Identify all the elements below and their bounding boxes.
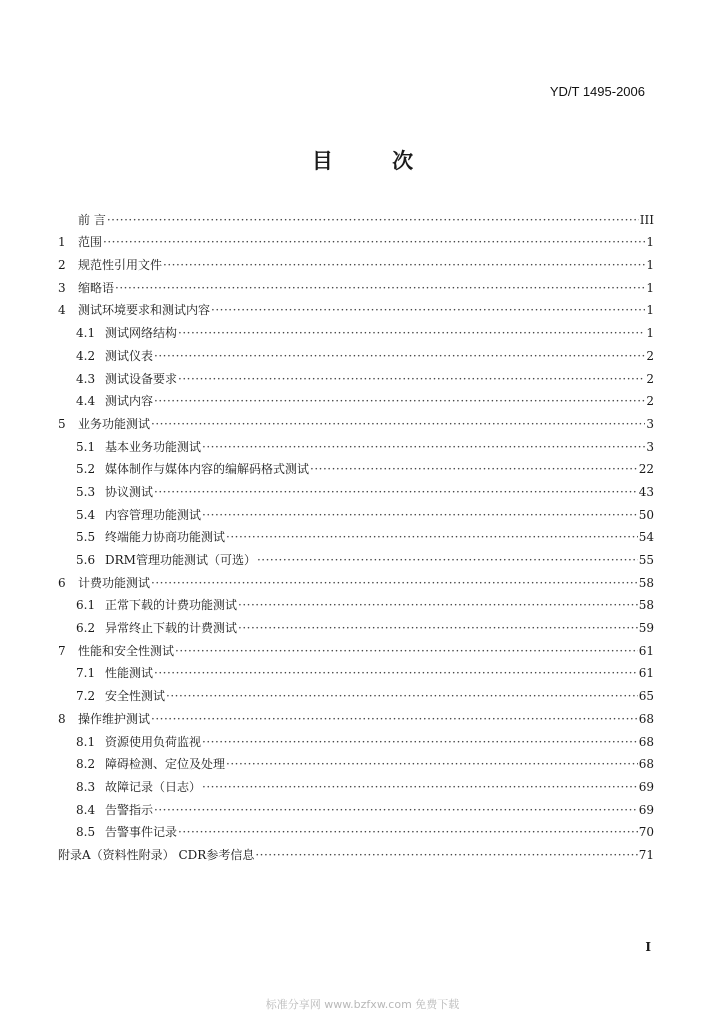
toc-entry-label: 资源使用负荷监视 (105, 734, 202, 749)
toc-entry-label: 缩略语 (78, 280, 115, 295)
toc-entry-label: 测试设备要求 (105, 371, 178, 386)
toc-entry-page: 1 (646, 258, 654, 273)
toc-entry-number: 5.6 (76, 553, 96, 567)
toc-entry-page: 1 (646, 235, 654, 250)
page-title: 目 次 (311, 149, 440, 173)
standard-code: YD/T 1495-2006 (549, 84, 645, 99)
toc-entry-number: 4.4 (76, 394, 96, 409)
dot-leader (154, 666, 638, 680)
toc-entry-page: 58 (638, 575, 654, 590)
toc-entry-page: 69 (638, 779, 654, 794)
dot-leader (238, 621, 638, 635)
toc-entry-page: 1 (646, 280, 654, 295)
dot-leader (154, 394, 645, 408)
toc-entry-label: 障碍检测、定位及处理 (105, 757, 226, 772)
dot-leader (151, 576, 638, 590)
toc-entry-number: 8.4 (76, 802, 96, 817)
toc-entry-page: 3 (646, 416, 654, 431)
toc-entry[interactable] (58, 567, 654, 590)
toc-entry-label: 告警事件记录 (105, 825, 178, 840)
toc-entry[interactable] (58, 726, 654, 749)
dot-leader (178, 326, 645, 340)
toc-entry[interactable] (58, 431, 654, 454)
toc-entry-label: 业务功能测试 (78, 416, 151, 431)
toc-entry-number: 6.2 (76, 621, 96, 636)
toc-entry-page: 68 (638, 711, 654, 726)
dot-leader (202, 735, 638, 749)
toc-entry-label: 基本业务功能测试 (105, 439, 202, 454)
dot-leader (163, 258, 645, 272)
toc-entry-label: DRM管理功能测试（可选） (105, 553, 256, 567)
toc-entry-number: 4.3 (76, 371, 96, 386)
dot-leader (202, 440, 645, 454)
toc-entry-label: 测试内容 (105, 394, 154, 409)
toc-entry-label: 测试网络结构 (105, 326, 178, 341)
dot-leader (175, 644, 638, 658)
toc-entry[interactable] (58, 839, 654, 862)
toc-entry-number: 2 (58, 258, 66, 273)
toc-entry[interactable] (58, 522, 654, 545)
toc-entry-page: 71 (638, 847, 654, 862)
toc-entry-page: 61 (638, 643, 654, 658)
toc-entry-page: 43 (638, 484, 654, 499)
dot-leader (226, 530, 638, 544)
toc-entry[interactable] (58, 703, 654, 726)
toc-entry-label: 终端能力协商功能测试 (105, 530, 226, 545)
toc-entry-label: 正常下载的计费功能测试 (105, 598, 238, 613)
toc-entry[interactable] (58, 635, 654, 658)
toc-entry-page: 2 (646, 371, 654, 386)
toc-entry[interactable] (58, 771, 654, 794)
toc-entry[interactable] (58, 590, 654, 613)
dot-leader (154, 349, 645, 363)
toc-entry-page: 50 (638, 507, 654, 522)
dot-leader (202, 780, 638, 794)
toc-entry-label: 性能测试 (105, 666, 154, 681)
toc-entry-number: 5 (58, 416, 66, 431)
toc-entry-number: 6 (58, 575, 66, 590)
toc-entry-label: 规范性引用文件 (78, 258, 163, 273)
toc-entry-page: 1 (646, 326, 654, 341)
toc-entry-label: 安全性测试 (105, 689, 166, 704)
toc-entry-page: 2 (646, 348, 654, 363)
dot-leader (178, 825, 638, 839)
toc-entry-number: 5.4 (76, 507, 96, 522)
dot-leader (151, 417, 645, 431)
toc-entry[interactable] (58, 658, 654, 681)
toc-entry[interactable] (58, 272, 654, 295)
toc-entry-label: 协议测试 (105, 484, 154, 499)
toc-entry-number: 4.1 (76, 326, 96, 341)
dot-leader (226, 757, 638, 771)
table-of-contents (58, 204, 654, 862)
toc-entry-number: 4 (58, 303, 66, 318)
toc-entry[interactable] (58, 794, 654, 817)
toc-entry-label: 媒体制作与媒体内容的编解码格式测试 (105, 462, 310, 477)
toc-entry-page: 55 (638, 553, 654, 567)
toc-entry-label: 告警指示 (105, 802, 154, 817)
toc-entry[interactable] (58, 204, 654, 227)
page-folio: I (645, 940, 651, 954)
dot-leader (154, 803, 638, 817)
toc-entry-label: 故障记录（日志） (105, 779, 202, 794)
toc-entry-page: 2 (646, 394, 654, 409)
toc-entry[interactable] (58, 476, 654, 499)
dot-leader (310, 462, 638, 476)
toc-entry-label: 测试仪表 (105, 348, 154, 363)
dot-leader (238, 598, 638, 612)
toc-entry-page: 68 (638, 757, 654, 772)
toc-entry-label: 前 言 (78, 212, 106, 227)
dot-leader (166, 689, 638, 703)
toc-entry-label: 范围 (78, 235, 103, 250)
toc-entry-label: 性能和安全性测试 (78, 643, 175, 658)
toc-entry-number: 4.2 (76, 348, 96, 363)
toc-entry-page: 59 (638, 621, 654, 636)
dot-leader (178, 372, 645, 386)
toc-entry[interactable] (58, 544, 654, 567)
toc-entry-number: 1 (58, 235, 66, 250)
toc-entry[interactable] (58, 227, 654, 250)
dot-leader (211, 303, 645, 317)
toc-entry-page: 69 (638, 802, 654, 817)
toc-entry[interactable] (58, 612, 654, 635)
toc-entry-page: 61 (638, 666, 654, 681)
toc-entry-label: 附录A（资料性附录） CDR参考信息 (58, 847, 255, 862)
toc-entry-number: 8.5 (76, 825, 96, 840)
toc-entry-number: 8.2 (76, 757, 96, 772)
toc-entry[interactable] (58, 680, 654, 703)
toc-entry-page: 22 (638, 462, 654, 477)
toc-entry[interactable] (58, 817, 654, 840)
toc-entry-page: 54 (638, 530, 654, 545)
dot-leader (255, 848, 637, 862)
toc-entry-label: 内容管理功能测试 (105, 507, 202, 522)
toc-entry[interactable] (58, 295, 654, 318)
toc-entry[interactable] (58, 499, 654, 522)
dot-leader (257, 553, 638, 567)
dot-leader (103, 235, 645, 249)
toc-entry[interactable] (58, 408, 654, 431)
toc-entry-page: 70 (638, 825, 654, 840)
toc-entry[interactable] (58, 363, 654, 386)
toc-entry-number: 3 (58, 280, 66, 295)
toc-entry-page: 3 (646, 439, 654, 454)
dot-leader (115, 281, 645, 295)
toc-entry-page: 1 (646, 303, 654, 318)
toc-entry[interactable] (58, 249, 654, 272)
toc-entry-label: 计费功能测试 (78, 575, 151, 590)
toc-entry[interactable] (58, 749, 654, 772)
toc-entry-label: 异常终止下载的计费测试 (105, 621, 238, 636)
watermark: 标准分享网 www.bzfxw.com 免费下载 (265, 998, 460, 1011)
toc-entry-number: 5.1 (76, 439, 96, 454)
dot-leader (154, 485, 638, 499)
dot-leader (151, 712, 638, 726)
toc-entry-number: 6.1 (76, 598, 96, 613)
toc-entry[interactable] (58, 386, 654, 409)
toc-entry-number: 8 (58, 711, 66, 726)
toc-entry-number: 7.2 (76, 689, 96, 704)
toc-entry-label: 操作维护测试 (78, 711, 151, 726)
toc-entry-number: 7.1 (76, 666, 96, 681)
toc-entry[interactable] (58, 340, 654, 363)
dot-leader (107, 213, 639, 227)
toc-entry[interactable] (58, 454, 654, 477)
toc-entry-page: III (639, 212, 654, 227)
toc-entry-number: 8.3 (76, 779, 96, 794)
toc-entry-number: 5.5 (76, 530, 96, 545)
dot-leader (202, 508, 638, 522)
toc-entry-number: 8.1 (76, 734, 96, 749)
toc-entry-page: 65 (638, 689, 654, 704)
toc-entry-number: 5.2 (76, 462, 96, 477)
toc-entry-number: 7 (58, 643, 66, 658)
toc-entry[interactable] (58, 317, 654, 340)
toc-entry-label: 测试环境要求和测试内容 (78, 303, 211, 318)
toc-entry-page: 58 (638, 598, 654, 613)
toc-entry-number: 5.3 (76, 484, 96, 499)
toc-entry-page: 68 (638, 734, 654, 749)
